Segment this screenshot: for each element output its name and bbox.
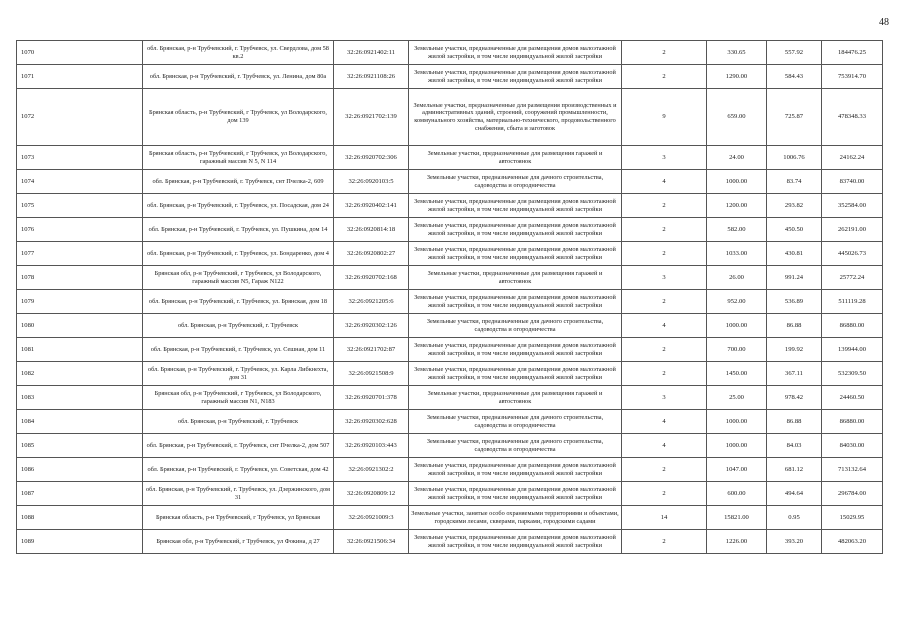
specific-value-cell: 536.89 [767, 290, 822, 314]
address-cell: обл. Брянская, р-н Трубчевский, г. Трубчевск [143, 314, 334, 338]
table-row [17, 362, 883, 386]
cadastral-number-cell: 32:26:0920802:27 [334, 242, 409, 266]
cadastral-value-cell: 25772.24 [822, 266, 883, 290]
row-number: 1075 [17, 194, 143, 218]
row-number: 1083 [17, 386, 143, 410]
cadastral-number-cell: 32:26:0920814:18 [334, 218, 409, 242]
address-cell: обл. Брянская, р-н Трубчевский, г. Трубчевск, ул. Дзержинского, дом 31 [143, 482, 334, 506]
row-number: 1089 [17, 530, 143, 554]
cadastral-value-cell: 445026.73 [822, 242, 883, 266]
address-cell: обл. Брянская, р-н Трубчевский, г. Трубчевск, ул. Ленина, дом 80а [143, 65, 334, 89]
group-number-cell: 2 [622, 65, 707, 89]
cadastral-value-cell: 24460.50 [822, 386, 883, 410]
group-number-cell: 3 [622, 146, 707, 170]
area-cell: 1047.00 [707, 458, 767, 482]
specific-value-cell: 450.50 [767, 218, 822, 242]
specific-value-cell: 293.82 [767, 194, 822, 218]
cadastral-number-cell: 32:26:0920103:5 [334, 170, 409, 194]
cadastral-value-cell: 86880.00 [822, 410, 883, 434]
land-use-cell: Земельные участки, предназначенные для дачного строительства, садоводства и огородничества [409, 410, 622, 434]
cadastral-value-cell: 15029.95 [822, 506, 883, 530]
group-number-cell: 2 [622, 242, 707, 266]
area-cell: 1000.00 [707, 410, 767, 434]
group-number-cell: 2 [622, 530, 707, 554]
group-number-cell: 14 [622, 506, 707, 530]
address-cell: Брянская обл, р-н Трубчевский, г Трубчевск, ул Володарского, гаражный массив N5, Гараж N122 [143, 266, 334, 290]
area-cell: 1033.00 [707, 242, 767, 266]
area-cell: 952.00 [707, 290, 767, 314]
land-use-cell: Земельные участки, предназначенные для размещения домов малоэтажной жилой застройки, в том числе индивидуальной жилой застройки [409, 41, 622, 65]
land-use-cell: Земельные участки, предназначенные для размещения домов малоэтажной жилой застройки, в том числе индивидуальной жилой застройки [409, 362, 622, 386]
address-cell: Брянская область, р-н Трубчевский, г Трубчевск, ул Володарского, дом 139 [143, 89, 334, 146]
specific-value-cell: 199.92 [767, 338, 822, 362]
address-cell: Брянская область, р-н Трубчевский, г Трубчевск, ул Володарского, гаражный массив N 5, N 114 [143, 146, 334, 170]
area-cell: 15821.00 [707, 506, 767, 530]
row-number: 1074 [17, 170, 143, 194]
specific-value-cell: 978.42 [767, 386, 822, 410]
table-body [17, 41, 883, 554]
land-use-cell: Земельные участки, предназначенные для дачного строительства, садоводства и огородничества [409, 314, 622, 338]
cadastral-number-cell: 32:26:0920402:141 [334, 194, 409, 218]
table-row [17, 218, 883, 242]
cadastral-value-cell: 713132.64 [822, 458, 883, 482]
specific-value-cell: 725.87 [767, 89, 822, 146]
cadastral-number-cell: 32:26:0920302:628 [334, 410, 409, 434]
land-use-cell: Земельные участки, предназначенные для размещения домов малоэтажной жилой застройки, в том числе индивидуальной жилой застройки [409, 242, 622, 266]
land-use-cell: Земельные участки, предназначенные для дачного строительства, садоводства и огородничества [409, 170, 622, 194]
row-number: 1086 [17, 458, 143, 482]
table-row [17, 41, 883, 65]
land-use-cell: Земельные участки, предназначенные для размещения производственных и административных зданий, строений, сооружений промышленности, коммунального хозяйства, материально-технического, продовольственного снабжения, сбыта и заготовок [409, 89, 622, 146]
table-row [17, 89, 883, 146]
group-number-cell: 2 [622, 458, 707, 482]
area-cell: 659.00 [707, 89, 767, 146]
area-cell: 1226.00 [707, 530, 767, 554]
table-row [17, 386, 883, 410]
group-number-cell: 4 [622, 170, 707, 194]
table-row [17, 65, 883, 89]
row-number: 1087 [17, 482, 143, 506]
cadastral-value-cell: 296784.00 [822, 482, 883, 506]
group-number-cell: 2 [622, 290, 707, 314]
land-use-cell: Земельные участки, предназначенные для размещения гаражей и автостоянок [409, 266, 622, 290]
specific-value-cell: 84.03 [767, 434, 822, 458]
table-row [17, 266, 883, 290]
table-row [17, 170, 883, 194]
page-number: 48 [879, 17, 889, 28]
specific-value-cell: 430.81 [767, 242, 822, 266]
group-number-cell: 2 [622, 482, 707, 506]
row-number: 1084 [17, 410, 143, 434]
area-cell: 582.00 [707, 218, 767, 242]
cadastral-number-cell: 32:26:0920701:378 [334, 386, 409, 410]
land-registry-table [16, 40, 883, 554]
area-cell: 1200.00 [707, 194, 767, 218]
land-use-cell: Земельные участки, предназначенные для размещения домов малоэтажной жилой застройки, в том числе индивидуальной жилой застройки [409, 194, 622, 218]
cadastral-value-cell: 482063.20 [822, 530, 883, 554]
cadastral-value-cell: 24162.24 [822, 146, 883, 170]
table-row [17, 410, 883, 434]
group-number-cell: 2 [622, 194, 707, 218]
address-cell: обл. Брянская, р-н Трубчевский, г. Трубчевск, ул. Посадская, дом 24 [143, 194, 334, 218]
table-row [17, 482, 883, 506]
area-cell: 600.00 [707, 482, 767, 506]
group-number-cell: 3 [622, 386, 707, 410]
area-cell: 1290.00 [707, 65, 767, 89]
table-row [17, 506, 883, 530]
row-number: 1078 [17, 266, 143, 290]
row-number: 1077 [17, 242, 143, 266]
area-cell: 1000.00 [707, 434, 767, 458]
cadastral-value-cell: 262191.00 [822, 218, 883, 242]
address-cell: обл. Брянская, р-н Трубчевский, г. Трубчевск [143, 410, 334, 434]
group-number-cell: 3 [622, 266, 707, 290]
specific-value-cell: 83.74 [767, 170, 822, 194]
table-row [17, 290, 883, 314]
cadastral-value-cell: 532309.50 [822, 362, 883, 386]
address-cell: обл. Брянская, р-н Трубчевский, г. Трубчевск, снт Пчелка-2, дом 507 [143, 434, 334, 458]
specific-value-cell: 584.43 [767, 65, 822, 89]
address-cell: обл. Брянская, р-н Трубчевский, г. Трубчевск, ул. Карла Либкнехта, дом 31 [143, 362, 334, 386]
area-cell: 1450.00 [707, 362, 767, 386]
area-cell: 24.00 [707, 146, 767, 170]
table-row [17, 194, 883, 218]
specific-value-cell: 86.88 [767, 314, 822, 338]
specific-value-cell: 991.24 [767, 266, 822, 290]
address-cell: обл. Брянская, р-н Трубчевский, г. Трубчевск, ул. Свердлова, дом 58 кв.2 [143, 41, 334, 65]
cadastral-number-cell: 32:26:0920702:306 [334, 146, 409, 170]
land-use-cell: Земельные участки, занятые особо охраняемыми территориями и объектами, городскими лесами, скверами, парками, городскими садами [409, 506, 622, 530]
land-use-cell: Земельные участки, предназначенные для размещения домов малоэтажной жилой застройки, в том числе индивидуальной жилой застройки [409, 65, 622, 89]
cadastral-value-cell: 511119.28 [822, 290, 883, 314]
land-use-cell: Земельные участки, предназначенные для размещения домов малоэтажной жилой застройки, в том числе индивидуальной жилой застройки [409, 458, 622, 482]
cadastral-number-cell: 32:26:0921702:87 [334, 338, 409, 362]
specific-value-cell: 0.95 [767, 506, 822, 530]
cadastral-number-cell: 32:26:0920302:126 [334, 314, 409, 338]
table-row [17, 314, 883, 338]
area-cell: 1000.00 [707, 170, 767, 194]
cadastral-value-cell: 84030.00 [822, 434, 883, 458]
cadastral-number-cell: 32:26:0921508:9 [334, 362, 409, 386]
specific-value-cell: 86.88 [767, 410, 822, 434]
address-cell: обл. Брянская, р-н Трубчевский, г. Трубчевск, ул. Бондаренко, дом 4 [143, 242, 334, 266]
row-number: 1070 [17, 41, 143, 65]
land-use-cell: Земельные участки, предназначенные для размещения домов малоэтажной жилой застройки, в том числе индивидуальной жилой застройки [409, 218, 622, 242]
address-cell: Брянская обл, р-н Трубчевский, г Трубчевск, ул Володарского, гаражный массив N1, N183 [143, 386, 334, 410]
specific-value-cell: 494.64 [767, 482, 822, 506]
row-number: 1079 [17, 290, 143, 314]
address-cell: обл. Брянская, р-н Трубчевский, г. Трубчевск, ул. Пушкина, дом 14 [143, 218, 334, 242]
address-cell: обл. Брянская, р-н Трубчевский, г. Трубчевск, ул. Сешная, дом 11 [143, 338, 334, 362]
address-cell: Брянская обл, р-н Трубчевский, г Трубчевск, ул Фокина, д 27 [143, 530, 334, 554]
row-number: 1071 [17, 65, 143, 89]
cadastral-number-cell: 32:26:0921108:26 [334, 65, 409, 89]
table-row [17, 434, 883, 458]
cadastral-value-cell: 83740.00 [822, 170, 883, 194]
row-number: 1082 [17, 362, 143, 386]
group-number-cell: 4 [622, 314, 707, 338]
table-row [17, 530, 883, 554]
area-cell: 700.00 [707, 338, 767, 362]
land-use-cell: Земельные участки, предназначенные для размещения домов малоэтажной жилой застройки, в том числе индивидуальной жилой застройки [409, 338, 622, 362]
specific-value-cell: 393.20 [767, 530, 822, 554]
cadastral-value-cell: 86880.00 [822, 314, 883, 338]
area-cell: 330.65 [707, 41, 767, 65]
area-cell: 25.00 [707, 386, 767, 410]
cadastral-number-cell: 32:26:0921302:2 [334, 458, 409, 482]
row-number: 1072 [17, 89, 143, 146]
address-cell: обл. Брянская, р-н Трубчевский, г. Трубчевск, ул. Брянская, дом 18 [143, 290, 334, 314]
group-number-cell: 4 [622, 410, 707, 434]
address-cell: Брянская область, р-н Трубчевский, г Трубчевск, ул Брянская [143, 506, 334, 530]
row-number: 1073 [17, 146, 143, 170]
land-use-cell: Земельные участки, предназначенные для размещения домов малоэтажной жилой застройки, в том числе индивидуальной жилой застройки [409, 530, 622, 554]
land-use-cell: Земельные участки, предназначенные для размещения домов малоэтажной жилой застройки, в том числе индивидуальной жилой застройки [409, 290, 622, 314]
specific-value-cell: 1006.76 [767, 146, 822, 170]
table-row [17, 146, 883, 170]
land-use-cell: Земельные участки, предназначенные для дачного строительства, садоводства и огородничества [409, 434, 622, 458]
cadastral-number-cell: 32:26:0920809:12 [334, 482, 409, 506]
cadastral-number-cell: 32:26:0921402:11 [334, 41, 409, 65]
land-use-cell: Земельные участки, предназначенные для размещения гаражей и автостоянок [409, 146, 622, 170]
cadastral-number-cell: 32:26:0921506:34 [334, 530, 409, 554]
cadastral-number-cell: 32:26:0920103:443 [334, 434, 409, 458]
address-cell: обл. Брянская, р-н Трубчевский, г. Трубчевск, снт Пчелка-2, 609 [143, 170, 334, 194]
specific-value-cell: 681.12 [767, 458, 822, 482]
group-number-cell: 4 [622, 434, 707, 458]
land-use-cell: Земельные участки, предназначенные для размещения гаражей и автостоянок [409, 386, 622, 410]
row-number: 1085 [17, 434, 143, 458]
specific-value-cell: 557.92 [767, 41, 822, 65]
cadastral-value-cell: 753914.70 [822, 65, 883, 89]
group-number-cell: 2 [622, 218, 707, 242]
cadastral-number-cell: 32:26:0921205:6 [334, 290, 409, 314]
cadastral-number-cell: 32:26:0921009:3 [334, 506, 409, 530]
area-cell: 26.00 [707, 266, 767, 290]
row-number: 1076 [17, 218, 143, 242]
table-row [17, 458, 883, 482]
cadastral-value-cell: 139944.00 [822, 338, 883, 362]
group-number-cell: 9 [622, 89, 707, 146]
cadastral-value-cell: 478348.33 [822, 89, 883, 146]
row-number: 1081 [17, 338, 143, 362]
row-number: 1080 [17, 314, 143, 338]
cadastral-number-cell: 32:26:0920702:168 [334, 266, 409, 290]
table-row [17, 338, 883, 362]
address-cell: обл. Брянская, р-н Трубчевский, г. Трубчевск, ул. Советская, дом 42 [143, 458, 334, 482]
group-number-cell: 2 [622, 338, 707, 362]
cadastral-value-cell: 184476.25 [822, 41, 883, 65]
specific-value-cell: 367.11 [767, 362, 822, 386]
row-number: 1088 [17, 506, 143, 530]
area-cell: 1000.00 [707, 314, 767, 338]
group-number-cell: 2 [622, 41, 707, 65]
group-number-cell: 2 [622, 362, 707, 386]
cadastral-value-cell: 352584.00 [822, 194, 883, 218]
cadastral-number-cell: 32:26:0921702:139 [334, 89, 409, 146]
table-row [17, 242, 883, 266]
land-use-cell: Земельные участки, предназначенные для размещения домов малоэтажной жилой застройки, в том числе индивидуальной жилой застройки [409, 482, 622, 506]
